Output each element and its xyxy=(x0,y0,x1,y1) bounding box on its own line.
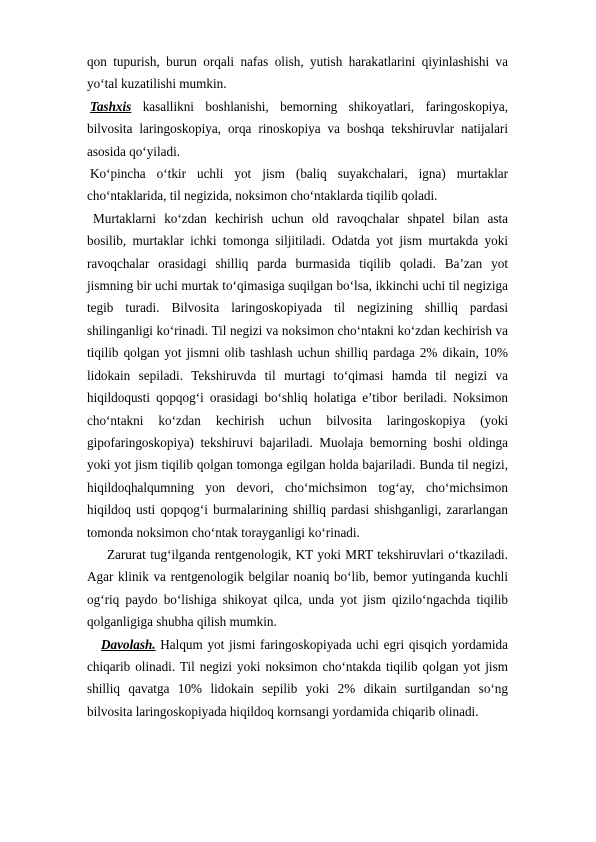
treatment-heading: Davolash. xyxy=(101,636,156,652)
paragraph-5 xyxy=(87,544,508,634)
paragraph-diagnosis xyxy=(87,96,508,163)
document-page xyxy=(87,51,508,723)
paragraph-5-text: Zarurat tug‘ilganda rentgenologik, KT yoki MRT tekshiruvlari o‘tkaziladi. Agar klinik va rentgenologik belgilar noaniq bo‘lib, bemor yutinganda kuchli og‘riq paydo bo‘lishiga shikoyat qilca, unda yot jism qizilo‘ngachda tiqilib qolganligiga shubha qilish mumkin. xyxy=(87,546,508,630)
diagnosis-text: kasallikni boshlanishi, bemorning shikoyatlari, faringoskopiya, bilvosita laringoskopiya, orqa rinoskopiya va boshqa tekshiruvlar natijalari asosida qo‘yiladi. xyxy=(87,98,508,159)
paragraph-4-text: Murtaklarni ko‘zdan kechirish uchun old ravoqchalar shpatel bilan asta bosilib, murtaklar ichki tomonga siljitiladi. Odatda yot jism murtakda yoki ravoqchalar orasidagi shilliq parda burmasida tiqilib qoladi. Ba’zan yot jismning bir uchi murtak to‘qimasiga suqilgan bo‘lsa, ikkinchi uchi til negiziga tegib turadi. Bilvosita laringoskopiyada til negizining shilliq pardasi shilinganligi ko‘rinadi. Til negizi va noksimon cho‘ntakni ko‘zdan kechirish va tiqilib qolgan yot jismni olib tashlash uchun shilliq pardaga 2% dikain, 10% lidokain sepiladi. Tekshiruvda til murtagi to‘qimasi hamda til negizi va hiqildoqusti qopqog‘i orasidagi bo‘shliq holatiga e’tibor beriladi. Noksimon cho‘ntakni ko‘zdan kechirish uchun bilvosita laringoskopiya (yoki gipofaringoskopiya) tekshiruvi bajariladi. Muolaja bemorning boshi oldinga yoki yot jism tiqilib qolgan tomonga egilgan holda bajariladi. Bunda til negizi, hiqildoqhalqumning yon devori, cho‘michsimon tog‘ay, cho‘michsimon hiqildoq usti qopqog‘i burmalarining shilliq pardasi shishganligi, zararlangan tomonda noksimon cho‘ntak torayganligi ko‘rinadi. xyxy=(87,210,508,540)
paragraph-treatment xyxy=(87,634,508,724)
treatment-text: Halqum yot jismi faringoskopiyada uchi egri qisqich yordamida chiqarib olinadi. Til negizi yoki noksimon cho‘ntakda tiqilib qolgan yot jism shilliq qavatga 10% lidokain sepilib yoki 2% dikain surtilgandan so‘ng bilvosita laringoskopiyada hiqildoq kornsangi yordamida chiqarib olinadi. xyxy=(87,636,508,719)
paragraph-3-text: Ko‘pincha o‘tkir uchli yot jism (baliq suyakchalari, igna) murtaklar cho‘ntaklarida, til negizida, noksimon cho‘ntaklarda tiqilib qoladi. xyxy=(87,166,508,204)
diagnosis-heading: Tashxis xyxy=(90,98,132,114)
paragraph-1 xyxy=(87,51,508,96)
paragraph-1-text: qon tupurish, burun orqali nafas olish, yutish harakatlarini qiyinlashishi va yo‘tal kuzatilishi mumkin. xyxy=(87,54,508,92)
paragraph-3 xyxy=(87,163,508,208)
paragraph-4 xyxy=(87,208,508,544)
